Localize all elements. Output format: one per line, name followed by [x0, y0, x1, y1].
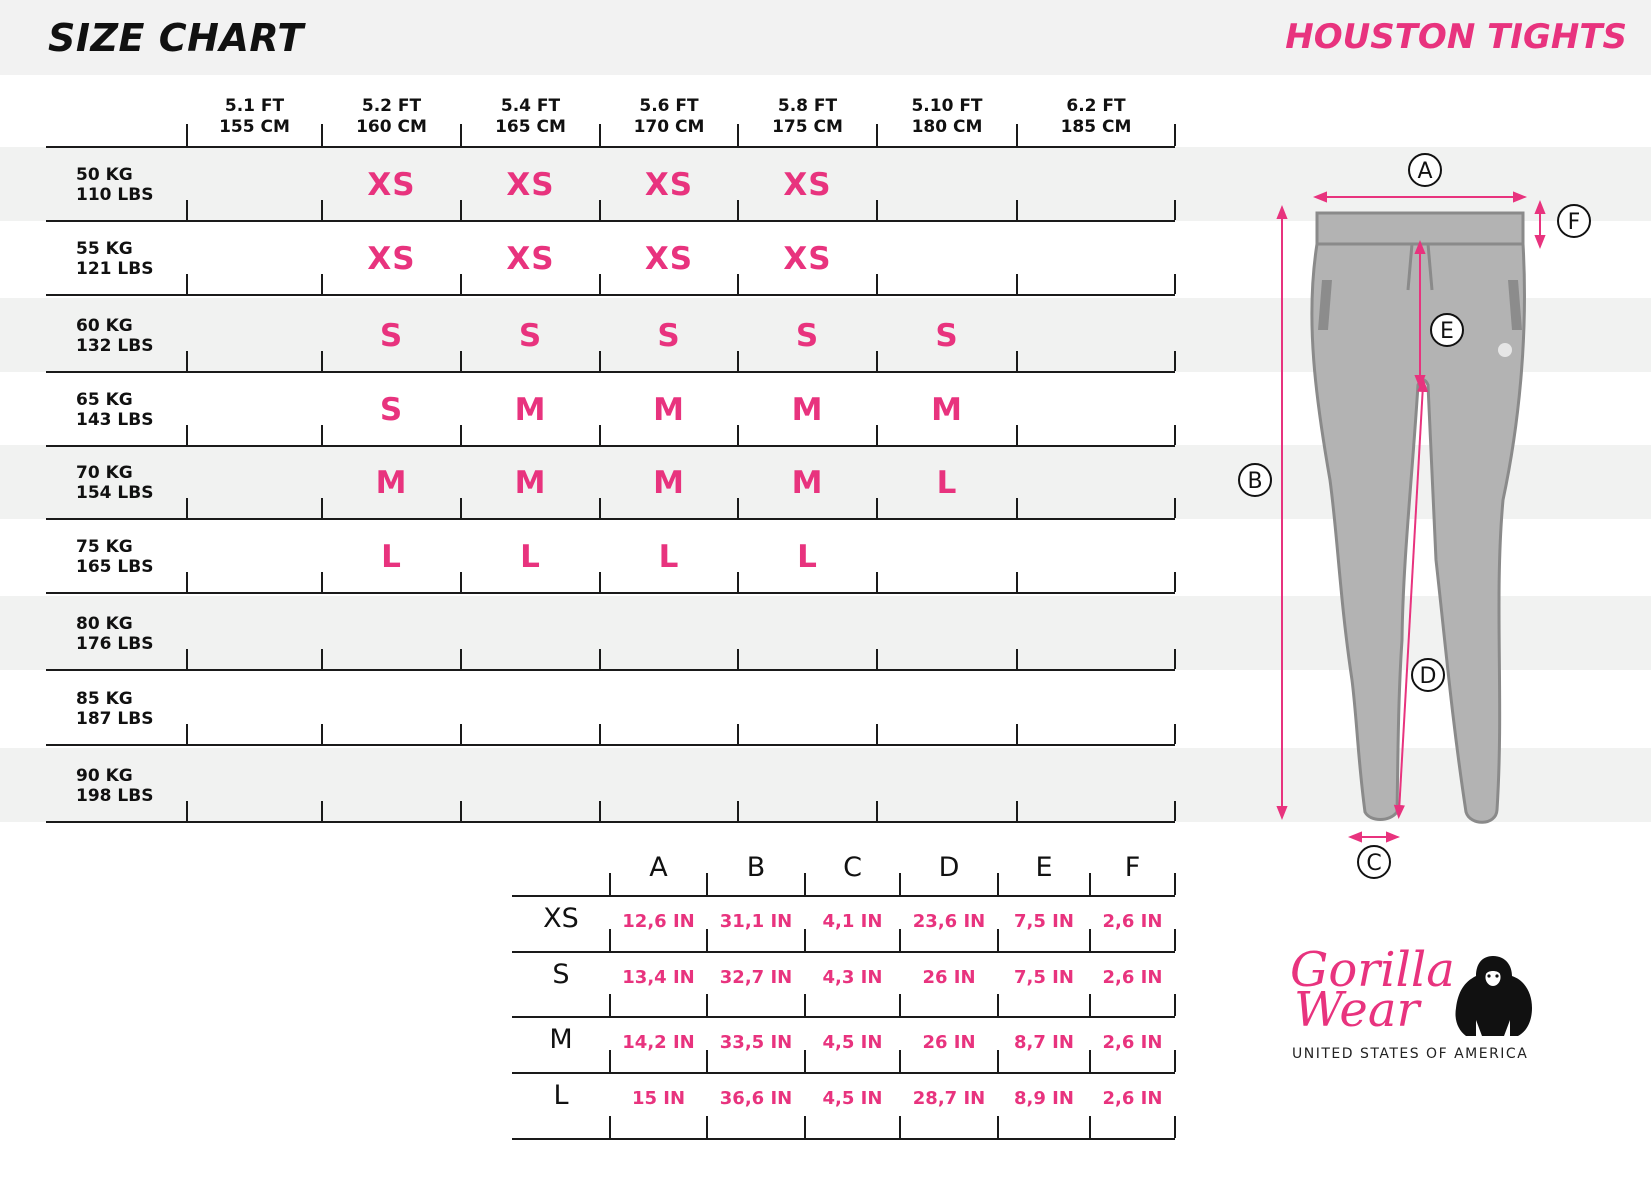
header-bar — [0, 0, 1651, 75]
measure-value: 23,6 IN — [912, 911, 986, 932]
measure-line — [512, 1072, 1175, 1074]
row-tick — [599, 572, 601, 592]
row-tick — [599, 649, 601, 669]
row-header-kg: 85 KG — [76, 689, 133, 709]
row-tick — [737, 200, 739, 220]
row-header-lbs: 165 LBS — [76, 557, 154, 577]
label-e: E — [1440, 319, 1454, 344]
row-tick — [1016, 801, 1018, 821]
grid-tick — [460, 124, 462, 146]
row-tick — [737, 351, 739, 371]
label-c: C — [1366, 851, 1382, 876]
measure-tick — [899, 1116, 901, 1138]
measure-tick — [706, 994, 708, 1016]
measure-value: 26 IN — [922, 1032, 976, 1053]
measure-tick — [997, 994, 999, 1016]
row-header — [76, 766, 153, 806]
row-tick — [186, 801, 188, 821]
row-header-kg: 80 KG — [76, 614, 133, 634]
row-tick — [876, 724, 878, 744]
size-cell: M — [931, 392, 963, 428]
measure-tick — [706, 1116, 708, 1138]
page-title: SIZE CHART — [48, 16, 304, 60]
measure-header: C — [843, 852, 862, 883]
size-cell: L — [658, 539, 680, 575]
measure-tick — [1089, 929, 1091, 951]
row-tick — [186, 200, 188, 220]
row-tick — [1174, 724, 1176, 744]
row-tick — [460, 498, 462, 518]
measure-tick — [804, 994, 806, 1016]
row-tick — [321, 274, 323, 294]
measure-header: A — [649, 852, 668, 883]
measure-value: 15 IN — [631, 1088, 686, 1109]
row-header-lbs: 121 LBS — [76, 259, 154, 279]
row-tick — [1016, 498, 1018, 518]
measure-value: 33,5 IN — [719, 1032, 793, 1053]
row-tick — [460, 425, 462, 445]
size-cell: XS — [783, 241, 832, 277]
measure-tick — [1089, 1050, 1091, 1072]
row-line — [46, 294, 1175, 296]
row-tick — [1016, 200, 1018, 220]
tights-diagram — [1200, 140, 1651, 876]
logo-subtitle: UNITED STATES OF AMERICA — [1292, 1046, 1529, 1062]
row-tick — [186, 498, 188, 518]
size-cell: M — [653, 392, 685, 428]
size-cell: S — [935, 318, 959, 354]
size-cell: XS — [644, 241, 694, 277]
measure-tick — [609, 929, 611, 951]
label-f: F — [1567, 210, 1581, 235]
size-cell: XS — [367, 167, 416, 203]
row-tick — [460, 274, 462, 294]
row-tick — [1016, 572, 1018, 592]
row-header-kg: 60 KG — [76, 316, 133, 336]
measure-size: S — [552, 959, 570, 990]
label-d: D — [1419, 664, 1437, 689]
row-tick — [186, 351, 188, 371]
row-tick — [737, 649, 739, 669]
measure-tick — [899, 1050, 901, 1072]
column-header — [882, 96, 1012, 138]
row-tick — [737, 274, 739, 294]
row-tick — [876, 274, 878, 294]
size-cell: M — [653, 465, 685, 501]
measure-value: 4,1 IN — [822, 911, 883, 932]
row-header-kg: 75 KG — [76, 537, 133, 557]
row-header — [76, 390, 153, 430]
row-line — [46, 518, 1175, 520]
row-header-lbs: 187 LBS — [76, 709, 154, 729]
measure-value: 4,5 IN — [822, 1088, 883, 1109]
row-tick — [737, 572, 739, 592]
row-tick — [321, 425, 323, 445]
row-header-lbs: 132 LBS — [76, 336, 154, 356]
row-tick — [1174, 351, 1176, 371]
measure-value: 8,7 IN — [1014, 1032, 1074, 1053]
size-cell: L — [381, 539, 402, 575]
row-tick — [321, 200, 323, 220]
measure-tick — [899, 994, 901, 1016]
size-cell: M — [791, 392, 824, 428]
size-cell: XS — [506, 167, 555, 203]
row-header-lbs: 198 LBS — [76, 786, 154, 806]
size-cell: S — [379, 392, 404, 428]
column-header — [604, 96, 734, 138]
row-header-kg: 50 KG — [76, 165, 133, 185]
size-cell: L — [797, 539, 818, 575]
measure-tick — [1174, 1116, 1176, 1138]
measure-tick — [706, 873, 708, 895]
measure-value: 8,9 IN — [1014, 1088, 1074, 1109]
row-tick — [876, 200, 878, 220]
measure-tick — [1174, 1050, 1176, 1072]
row-line — [46, 220, 1175, 222]
measure-line — [512, 1016, 1175, 1018]
row-tick — [599, 200, 601, 220]
measure-value: 7,5 IN — [1014, 911, 1074, 932]
measure-tick — [804, 929, 806, 951]
measure-tick — [1174, 994, 1176, 1016]
row-line — [46, 371, 1175, 373]
measure-tick — [804, 873, 806, 895]
row-tick — [876, 498, 878, 518]
measure-tick — [609, 994, 611, 1016]
row-tick — [599, 801, 601, 821]
measure-line — [512, 1138, 1175, 1140]
measure-header: E — [1035, 852, 1053, 883]
measure-tick — [706, 1050, 708, 1072]
row-tick — [876, 425, 878, 445]
grid-tick — [599, 124, 601, 146]
measure-value: 2,6 IN — [1102, 1032, 1163, 1053]
row-tick — [876, 351, 878, 371]
measure-size: L — [553, 1080, 569, 1111]
column-header-cm: 165 CM — [495, 117, 566, 137]
row-tick — [737, 724, 739, 744]
measure-value: 2,6 IN — [1102, 911, 1163, 932]
size-cell: S — [795, 318, 820, 354]
row-header-lbs: 176 LBS — [76, 634, 154, 654]
measure-tick — [706, 929, 708, 951]
row-tick — [186, 425, 188, 445]
row-line — [46, 669, 1175, 671]
measure-value: 14,2 IN — [622, 1032, 695, 1053]
measure-value: 32,7 IN — [719, 967, 793, 988]
row-tick — [1174, 649, 1176, 669]
grid-tick — [876, 124, 878, 146]
column-header-ft: 5.8 FT — [777, 96, 838, 116]
product-name: HOUSTON TIGHTS — [1285, 17, 1627, 57]
row-tick — [876, 801, 878, 821]
row-tick — [186, 572, 188, 592]
row-tick — [1016, 274, 1018, 294]
row-tick — [1016, 351, 1018, 371]
row-tick — [1174, 274, 1176, 294]
grid-tick — [186, 124, 188, 146]
row-tick — [737, 498, 739, 518]
measure-tick — [997, 1050, 999, 1072]
row-header — [76, 165, 153, 205]
grid-tick — [737, 124, 739, 146]
measure-size: XS — [543, 903, 579, 934]
grid-header-line — [46, 146, 1175, 148]
measure-value: 2,6 IN — [1102, 967, 1163, 988]
column-header — [1031, 96, 1161, 138]
size-cell: L — [520, 539, 541, 575]
row-tick — [599, 425, 601, 445]
measure-line — [512, 895, 1175, 897]
measure-tick — [899, 929, 901, 951]
column-header-cm: 160 CM — [356, 117, 427, 137]
column-header — [466, 96, 596, 138]
measure-tick — [1089, 1116, 1091, 1138]
grid-tick — [321, 124, 323, 146]
row-tick — [460, 351, 462, 371]
logo-line-1: Gorilla — [1290, 942, 1455, 998]
size-cell: S — [379, 318, 404, 354]
row-header-kg: 90 KG — [76, 766, 133, 786]
column-header-ft: 5.4 FT — [500, 96, 561, 116]
measure-header: F — [1124, 852, 1141, 883]
logo-line-2: Wear — [1294, 982, 1420, 1038]
row-tick — [460, 724, 462, 744]
measure-value: 4,3 IN — [822, 967, 883, 988]
measure-tick — [804, 1116, 806, 1138]
row-tick — [321, 801, 323, 821]
size-cell: S — [518, 318, 543, 354]
column-header — [327, 96, 457, 138]
row-tick — [1174, 200, 1176, 220]
label-a: A — [1417, 159, 1433, 184]
measure-tick — [997, 929, 999, 951]
grid-tick — [1174, 124, 1176, 146]
measure-size: M — [549, 1024, 573, 1055]
size-cell: L — [936, 465, 958, 501]
size-cell: XS — [644, 167, 694, 203]
row-tick — [321, 649, 323, 669]
tights-shape — [1312, 213, 1525, 822]
row-tick — [1174, 498, 1176, 518]
size-cell: XS — [783, 167, 832, 203]
measure-value: 26 IN — [922, 967, 976, 988]
size-cell: XS — [506, 241, 555, 277]
row-header — [76, 689, 153, 729]
column-header-cm: 170 CM — [633, 117, 705, 137]
row-tick — [599, 274, 601, 294]
row-header-lbs: 110 LBS — [76, 185, 154, 205]
measure-value: 13,4 IN — [622, 967, 695, 988]
grid-tick — [1016, 124, 1018, 146]
row-tick — [460, 801, 462, 821]
column-header-cm: 185 CM — [1060, 117, 1132, 137]
row-line — [46, 445, 1175, 447]
column-header-ft: 5.10 FT — [911, 96, 983, 116]
column-header-ft: 5.6 FT — [639, 96, 699, 116]
row-header — [76, 614, 153, 654]
row-tick — [876, 649, 878, 669]
row-tick — [737, 801, 739, 821]
row-tick — [1016, 724, 1018, 744]
row-tick — [460, 200, 462, 220]
row-tick — [460, 572, 462, 592]
row-header-kg: 70 KG — [76, 463, 133, 483]
measure-header: D — [938, 852, 960, 883]
measure-value: 31,1 IN — [719, 911, 793, 932]
row-line — [46, 592, 1175, 594]
size-cell: S — [657, 318, 681, 354]
row-line — [46, 821, 1175, 823]
row-tick — [321, 351, 323, 371]
measure-header: B — [746, 852, 766, 883]
row-tick — [876, 572, 878, 592]
row-line — [46, 744, 1175, 746]
column-header-ft: 5.2 FT — [361, 96, 422, 116]
row-tick — [599, 724, 601, 744]
row-tick — [186, 274, 188, 294]
logo — [1290, 942, 1455, 1038]
row-tick — [1016, 649, 1018, 669]
row-tick — [321, 572, 323, 592]
row-tick — [186, 724, 188, 744]
measure-line — [512, 951, 1175, 953]
row-header-kg: 65 KG — [76, 390, 133, 410]
row-tick — [1174, 425, 1176, 445]
measure-tick — [804, 1050, 806, 1072]
measure-value: 36,6 IN — [719, 1088, 793, 1109]
row-header — [76, 239, 153, 279]
row-tick — [737, 425, 739, 445]
measure-tick — [609, 1116, 611, 1138]
size-cell: M — [514, 465, 547, 501]
row-tick — [599, 498, 601, 518]
column-header-ft: 5.1 FT — [224, 96, 285, 116]
row-header — [76, 316, 153, 356]
row-header-lbs: 143 LBS — [76, 410, 154, 430]
column-header-cm: 155 CM — [219, 117, 290, 137]
row-tick — [321, 724, 323, 744]
measure-value: 12,6 IN — [622, 911, 695, 932]
row-tick — [321, 498, 323, 518]
row-tick — [599, 351, 601, 371]
size-cell: M — [514, 392, 547, 428]
column-header — [743, 96, 873, 138]
row-header-lbs: 154 LBS — [76, 483, 154, 503]
measure-tick — [997, 1116, 999, 1138]
row-tick — [1016, 425, 1018, 445]
column-header-cm: 180 CM — [911, 117, 983, 137]
measure-value: 2,6 IN — [1102, 1088, 1163, 1109]
measure-tick — [609, 873, 611, 895]
measure-tick — [899, 873, 901, 895]
size-cell: XS — [367, 241, 416, 277]
measure-value: 7,5 IN — [1014, 967, 1074, 988]
label-b: B — [1247, 469, 1263, 494]
measure-tick — [1089, 994, 1091, 1016]
column-header-ft: 6.2 FT — [1066, 96, 1126, 116]
row-tick — [186, 649, 188, 669]
row-tick — [1174, 801, 1176, 821]
column-header-cm: 175 CM — [772, 117, 843, 137]
row-header — [76, 463, 153, 503]
row-tick — [1174, 572, 1176, 592]
row-header-kg: 55 KG — [76, 239, 133, 259]
row-header — [76, 537, 153, 577]
measure-tick — [1174, 929, 1176, 951]
size-cell: M — [375, 465, 408, 501]
size-cell: M — [791, 465, 824, 501]
measure-value: 28,7 IN — [912, 1088, 986, 1109]
column-header — [190, 96, 320, 138]
row-tick — [460, 649, 462, 669]
measure-tick — [609, 1050, 611, 1072]
measure-value: 4,5 IN — [822, 1032, 883, 1053]
gorilla-icon — [1448, 952, 1538, 1042]
